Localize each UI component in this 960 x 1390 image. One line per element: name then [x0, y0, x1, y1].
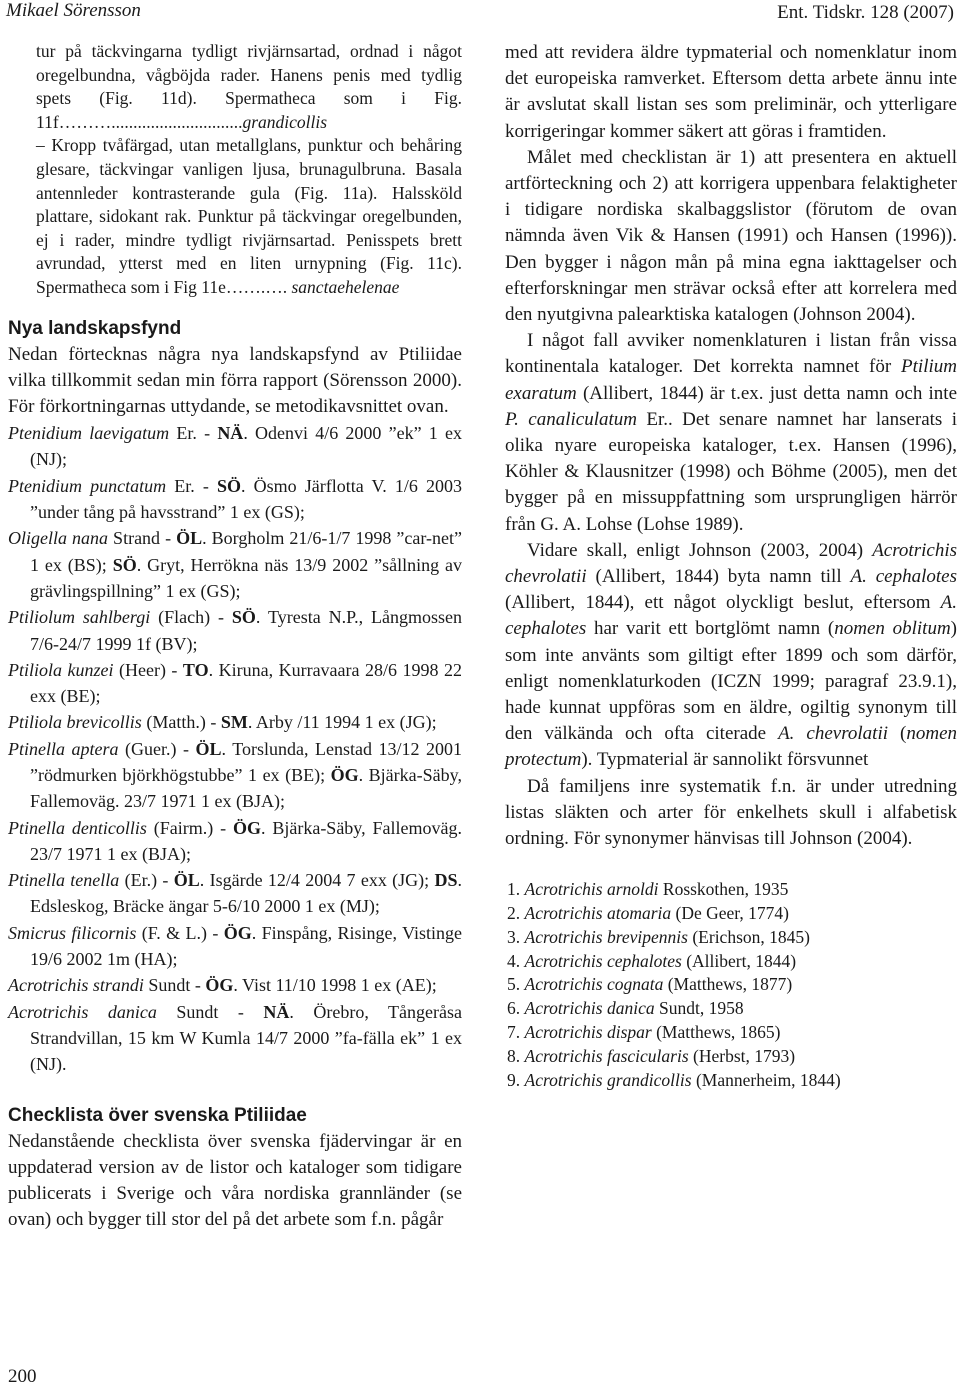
- species-author: (De Geer, 1774): [671, 903, 790, 924]
- record-author: (F. & L.) -: [136, 922, 224, 943]
- record-author: Er. -: [166, 475, 217, 496]
- species-list-item: [507, 1021, 957, 1045]
- record-taxon: Ptiliola kunzei: [8, 659, 114, 680]
- latin-term: nomen oblitum: [834, 618, 951, 640]
- record-entry: [8, 420, 462, 473]
- record-entry: [8, 920, 462, 973]
- running-head-journal: Ent. Tidskr. 128 (2007): [777, 2, 954, 23]
- key-couplet-text: – Kropp tvåfärgad, utan metallglans, punktur och behåring glesare, täckvingar vanligen ljusa, brunagulbruna. Basala antennleder kontrasterande gula (Fig. 11a). Halssköld plattare, sidokant rak. Punktur på täckvingar oregelbunden, ej i rader, mindre tydligt rivjärnsartad. Penisspets brett avrundad, ytterst med en liten urnypning (Fig. 11c). Spermatheca som i Fig 11e: [36, 135, 462, 297]
- section-heading-landskapsfynd: Nya landskapsfynd: [8, 317, 182, 339]
- taxon: P. canaliculatum: [505, 408, 637, 430]
- record-author: (Flach) -: [150, 607, 232, 628]
- record-province: SÖ: [112, 554, 137, 575]
- text-run: ) som inte använts som giltigt efter 1899 och som därför, enligt nomenklaturkoden (ICZN 1999; paragraf 23.9.1), hade kunnat uppföras som en äldre, ogiltig synonym till den välkända och ofta citerade: [505, 618, 957, 745]
- checklista-paragraph-4: [505, 538, 957, 774]
- record-taxon: Ptinella aptera: [8, 738, 119, 759]
- species-author: (Matthews, 1865): [651, 1022, 781, 1043]
- record-province: ÖL: [176, 528, 203, 549]
- species-checklist: [507, 878, 957, 1092]
- record-taxon: Ptinella denticollis: [8, 817, 147, 838]
- species-taxon: Acrotrichis arnoldi: [524, 879, 659, 900]
- record-taxon: Acrotrichis strandi: [8, 975, 144, 996]
- record-author: Er. -: [169, 423, 218, 444]
- record-details: . Kiruna, Kurravaara 28/6 1998 22 exx (BE);: [30, 659, 462, 707]
- taxon: Acrotrichis chevrolatii: [505, 539, 957, 588]
- species-author: Sundt, 1958: [654, 998, 744, 1019]
- text-run: (Allibert, 1844), ett något olyckligt beslut, eftersom: [505, 592, 941, 614]
- taxon: A. cephalotes: [850, 566, 957, 588]
- record-author: (Matth.) -: [141, 712, 221, 733]
- species-author: (Mannerheim, 1844): [691, 1069, 841, 1090]
- text-run: (Allibert, 1844) är t.ex. just detta namn och inte: [576, 382, 957, 404]
- record-entry: [8, 473, 462, 526]
- record-details: . Bjärka-Säby, Fallemoväg. 23/7 1971 1 ex (BJA);: [30, 765, 462, 812]
- species-author: (Allibert, 1844): [681, 950, 797, 971]
- record-entry: [8, 525, 462, 604]
- key-leader-dots: ………..............................: [58, 111, 243, 132]
- record-details: . Tyresta N.P., Långmossen 7/6-24/7 1999 1f (BV);: [30, 607, 462, 654]
- key-leader-dots: …….….: [225, 276, 292, 297]
- text-run: Er.. Det senare namnet har lanserats i olika nyare europeiska kataloger, t.ex. Hansen (1996), Köhler & Klausnitzer (1998) och Böhme (2005), men det bygger på en missuppfattning som ursprungligen härrör från G. A. Lohse (Lohse 1989).: [505, 408, 957, 535]
- record-province: SÖ: [231, 607, 256, 628]
- record-province: SÖ: [217, 475, 242, 496]
- page-number: 200: [8, 1366, 37, 1387]
- record-author: (Fairm.) -: [146, 817, 233, 838]
- right-column: [505, 40, 957, 1092]
- text-run: (Allibert, 1844) byta namn till: [586, 566, 851, 588]
- checklista-paragraph-3: [505, 328, 957, 538]
- left-column: [8, 40, 462, 1235]
- record-entry: [8, 604, 462, 657]
- record-province: TO: [182, 659, 209, 680]
- checklista-paragraph-2: Målet med checklistan är 1) att presentera en aktuell artförteckning och 2) att korrigera uppenbara felaktigheter i tidigare nordiska skalbaggslistor (förutom de ovan nämnda även Vik & Hansen (1991) och Hansen (1996)). Den bygger i någon mån på mina egna iakttagelser och efterforskningar men strävar också efter att korrelera med den nyutgivna palearktiska katalogen (Johnson 2004).: [505, 146, 957, 326]
- taxon: Ptilium exaratum: [505, 356, 957, 404]
- record-province: ÖG: [330, 765, 359, 785]
- record-details: . Ösmo Järflotta V. 1/6 2003 ”under tång på havsstrand” 1 ex (GS);: [30, 475, 462, 523]
- species-list-item: [507, 878, 957, 902]
- species-author: (Matthews, 1877): [663, 974, 793, 995]
- record-taxon: Ptiliolum sahlbergi: [8, 607, 151, 628]
- record-province: ÖL: [195, 738, 222, 759]
- record-details: . Finspång, Risinge, Vistinge 19/6 2002 1m (HA);: [30, 922, 462, 970]
- species-number: 9.: [507, 1069, 521, 1090]
- key-couplet-text: tur på täckvingarna tydligt rivjärnsartad, ordnad i något oregelbundna, vågböjda rader. Hanens penis med tydlig spets (Fig. 11d). Spermatheca som i Fig. 11f: [36, 41, 462, 132]
- record-details: . Torslunda, Lenstad 13/12 2001 ”rödmurken björkhögstubbe” 1 ex (BE);: [30, 738, 462, 785]
- species-list-item: [507, 902, 957, 926]
- record-taxon: Acrotrichis danica: [8, 1001, 157, 1022]
- species-taxon: Acrotrichis brevipennis: [524, 926, 688, 947]
- species-list-item: [507, 950, 957, 974]
- text-run: ). Typmaterial är sannolikt försvunnet: [581, 749, 869, 771]
- text-run: I något fall avviker nomenklaturen i listan från vissa kontinentala kataloger. Det korrekta namnet för: [505, 330, 957, 378]
- record-entry: [8, 709, 462, 735]
- record-province: ÖG: [232, 817, 261, 838]
- key-taxon: grandicollis: [242, 111, 328, 132]
- record-details: . Odenvi 4/6 2000 ”ek” 1 ex (NJ);: [30, 423, 463, 470]
- record-details: . Edsleskog, Bräcke ängar 5-6/10 2000 1 ex (MJ);: [30, 870, 462, 917]
- record-details: . Isgärde 12/4 2004 7 exx (JG);: [199, 870, 435, 891]
- species-number: 2.: [507, 903, 521, 924]
- species-number: 8.: [507, 1045, 521, 1066]
- species-author: (Erichson, 1845): [687, 926, 810, 947]
- record-details: . Vist 11/10 1998 1 ex (AE);: [233, 975, 437, 996]
- taxon: A. cephalotes: [505, 592, 957, 640]
- record-details: . Borgholm 21/6-1/7 1998 ”car-net” 1 ex (BS);: [30, 528, 462, 575]
- record-details: . Gryt, Herrökna näs 13/9 2002 ”sållning av grävlingspillning” 1 ex (GS);: [30, 554, 462, 601]
- record-entry: [8, 657, 462, 710]
- record-author: (Er.) -: [119, 870, 174, 891]
- records-list: [8, 420, 462, 1077]
- identification-key: [36, 40, 462, 134]
- species-list-item: [507, 973, 957, 997]
- species-taxon: Acrotrichis cognata: [524, 974, 664, 995]
- species-taxon: Acrotrichis cephalotes: [524, 950, 682, 971]
- species-taxon: Acrotrichis dispar: [524, 1022, 652, 1043]
- record-taxon: Oligella nana: [8, 528, 109, 549]
- record-details: . Arby /11 1994 1 ex (JG);: [247, 712, 437, 733]
- record-details: . Bjärka-Säby, Fallemoväg. 23/7 1971 1 ex (BJA);: [30, 817, 462, 864]
- species-list-item: [507, 997, 957, 1021]
- record-province: ÖG: [223, 922, 252, 943]
- species-number: 1.: [507, 879, 521, 900]
- running-head-author: Mikael Sörensson: [6, 0, 141, 21]
- species-taxon: Acrotrichis atomaria: [524, 903, 672, 924]
- record-province: DS: [434, 870, 458, 891]
- record-province: ÖG: [205, 975, 234, 996]
- section-heading-checklista: Checklista över svenska Ptiliidae: [8, 1104, 307, 1126]
- record-author: Strand -: [108, 528, 177, 549]
- species-author: (Herbst, 1793): [688, 1045, 796, 1066]
- record-entry: [8, 999, 462, 1078]
- record-entry: [8, 736, 462, 815]
- record-author: (Heer) -: [113, 659, 183, 680]
- checklista-paragraph-1: Nedanstående checklista över svenska fjädervingar är en uppdaterad version av de listor och kataloger som tidigare publicerats i Sverige och våra nordiska grannländer (se ovan) och bygger till stor del på det arbete som f.n. pågår: [8, 1130, 462, 1231]
- record-entry: [8, 815, 462, 868]
- species-list-item: [507, 1045, 957, 1069]
- species-list-item: [507, 1069, 957, 1093]
- record-author: Sundt -: [156, 1001, 264, 1022]
- record-taxon: Ptiliola brevicollis: [8, 712, 142, 733]
- species-number: 4.: [507, 950, 521, 971]
- species-author: Rosskothen, 1935: [658, 879, 789, 900]
- latin-term: nomen protectum: [505, 723, 957, 771]
- text-run: Vidare skall, enligt Johnson (2003, 2004): [527, 539, 873, 561]
- record-province: NÄ: [263, 1001, 290, 1022]
- species-number: 7.: [507, 1022, 521, 1043]
- record-province: SM: [220, 712, 248, 733]
- species-list-item: [507, 926, 957, 950]
- section-intro: Nedan förtecknas några nya landskapsfynd av Ptiliidae vilka tillkommit sedan min förra rapport (Sörensson 2000). För förkortningarnas uttydande, se metodikavsnittet ovan.: [8, 343, 462, 417]
- taxon: A. chevrolatii: [778, 723, 889, 745]
- record-details: . Örebro, Tångeråsa Strandvillan, 15 km W Kumla 14/7 2000 ”fa-fälla ek” 1 ex (NJ).: [30, 1001, 462, 1075]
- species-taxon: Acrotrichis grandicollis: [524, 1069, 692, 1090]
- record-province: NÄ: [217, 423, 244, 444]
- species-taxon: Acrotrichis fascicularis: [524, 1045, 689, 1066]
- species-taxon: Acrotrichis danica: [524, 998, 655, 1019]
- text-run: (: [888, 723, 907, 745]
- record-taxon: Smicrus filicornis: [8, 922, 137, 943]
- checklista-paragraph-1-continued: med att revidera äldre typmaterial och nomenklatur inom det europeiska ramverket. Eftersom detta arbete ännu inte är avslutat skall listan ses som preliminär, och ytterligare korrigeringar kommer säkert att göras i framtiden.: [505, 42, 957, 142]
- record-province: ÖL: [173, 870, 200, 891]
- species-number: 6.: [507, 998, 521, 1019]
- record-entry: [8, 972, 462, 998]
- identification-key-alt: [36, 134, 462, 299]
- species-number: 3.: [507, 926, 521, 947]
- key-taxon: sanctaehelenae: [291, 276, 400, 297]
- species-number: 5.: [507, 974, 521, 995]
- record-author: (Guer.) -: [118, 738, 196, 759]
- record-taxon: Ptenidium laevigatum: [8, 423, 170, 444]
- record-author: Sundt -: [143, 975, 206, 996]
- record-taxon: Ptinella tenella: [8, 870, 120, 891]
- text-run: har varit ett bortglömt namn (: [586, 618, 835, 640]
- record-taxon: Ptenidium punctatum: [8, 475, 167, 496]
- checklista-paragraph-5: Då familjens inre systematik f.n. är under utredning listas släkten och arter för enkelhets skull i alfabetisk ordning. För synonymer hänvisas till Johnson (2004).: [505, 775, 957, 850]
- record-entry: [8, 867, 462, 920]
